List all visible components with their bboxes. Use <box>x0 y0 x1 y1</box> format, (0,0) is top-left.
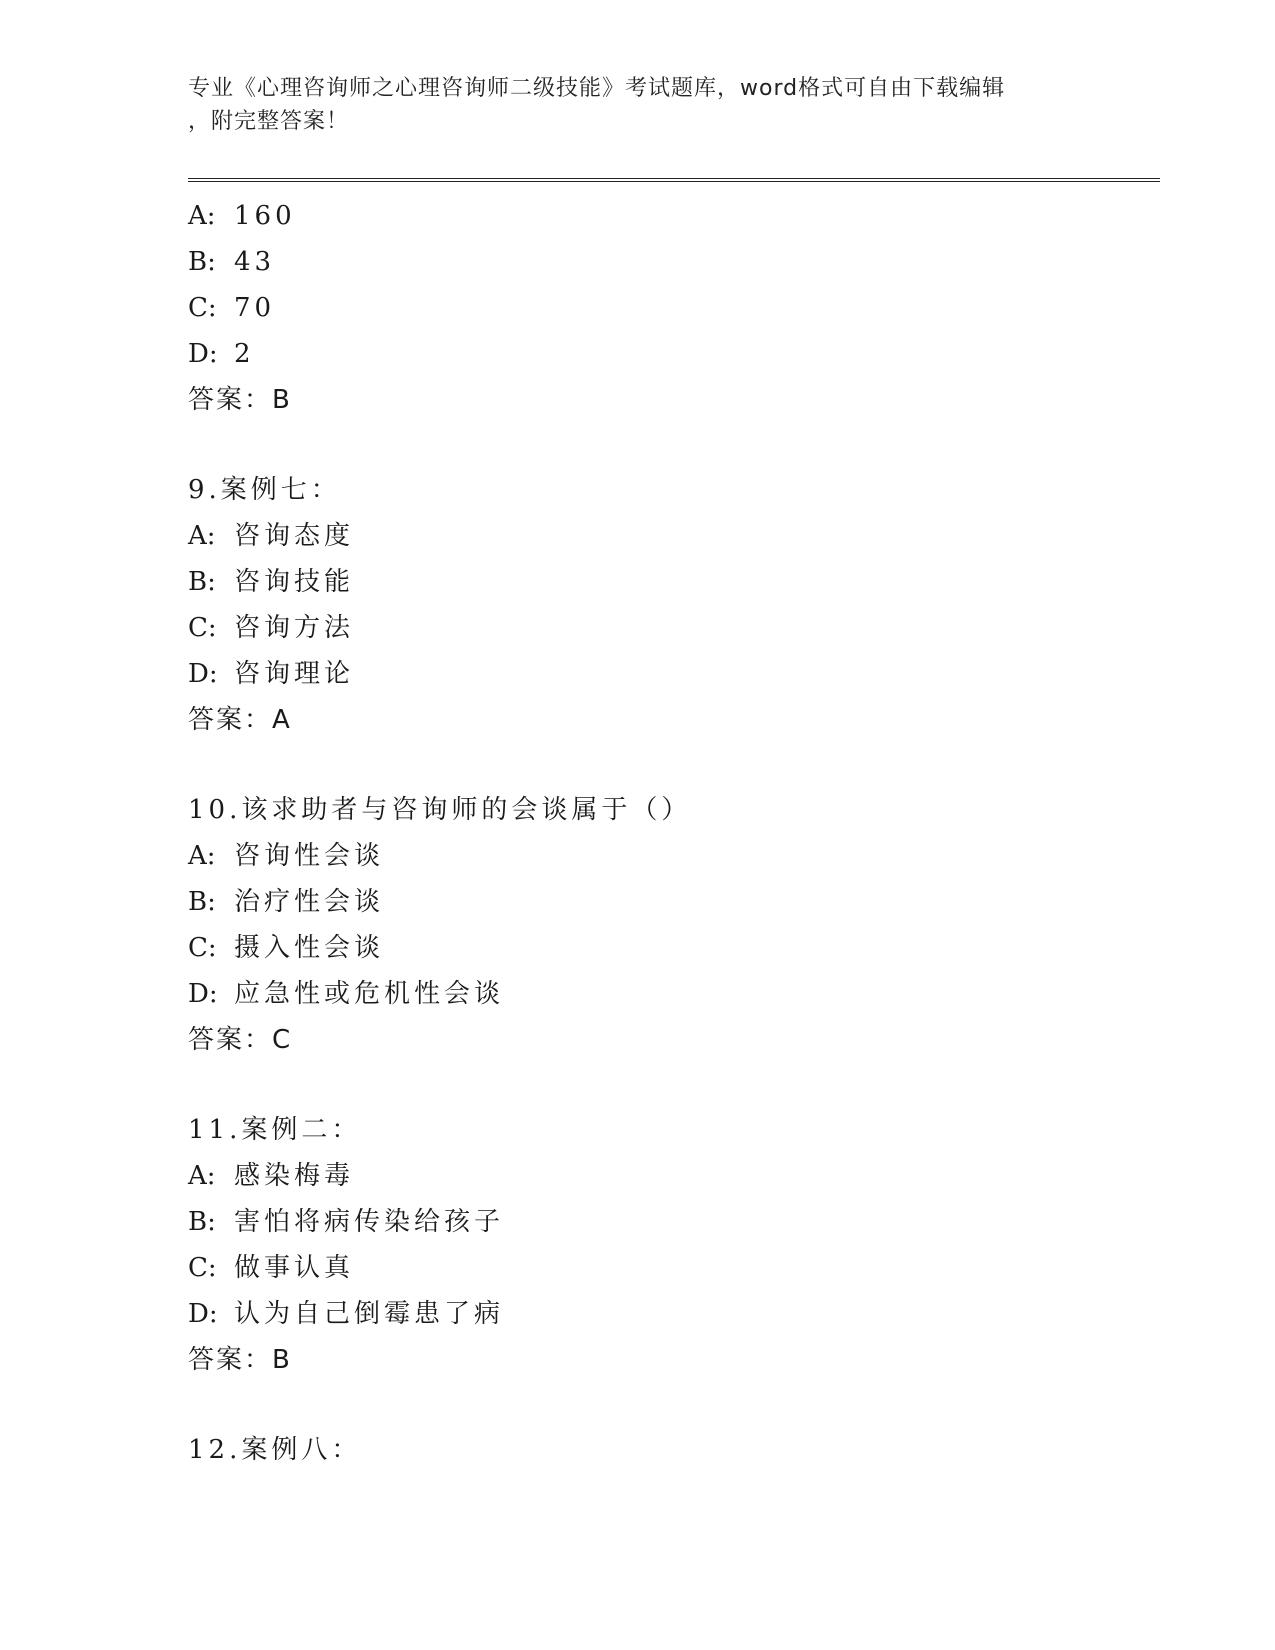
option-d: D: 应急性或危机性会谈 <box>188 979 505 1009</box>
question-block-12 <box>188 1427 1160 1473</box>
question-text: 9.案例七： <box>188 475 341 505</box>
option-c: C: 咨询方法 <box>188 613 355 643</box>
question-block-10 <box>188 787 1160 1063</box>
answer-line: 答案：B <box>188 1345 292 1375</box>
question-list <box>188 193 1160 1473</box>
answer-line: 答案：A <box>188 705 292 735</box>
option-b: B: 害怕将病传染给孩子 <box>188 1207 505 1237</box>
answer-line: 答案：B <box>188 385 292 415</box>
option-d: D: 咨询理论 <box>188 659 355 689</box>
option-c: C: 70 <box>188 293 276 323</box>
header-title-line-2: ，附完整答案！ <box>188 109 350 134</box>
option-b: B: 治疗性会谈 <box>188 887 385 917</box>
option-c: C: 做事认真 <box>188 1253 355 1283</box>
question-block-9 <box>188 467 1160 743</box>
document-header <box>188 72 1088 138</box>
question-block-11 <box>188 1107 1160 1383</box>
option-a: A: 160 <box>188 201 296 231</box>
header-divider <box>188 178 1160 182</box>
option-a: A: 咨询态度 <box>188 521 355 551</box>
option-a: A: 感染梅毒 <box>188 1161 355 1191</box>
header-title-line-1: 专业《心理咨询师之心理咨询师二级技能》考试题库，word格式可自由下载编辑 <box>188 76 1006 101</box>
answer-line: 答案：C <box>188 1025 293 1055</box>
option-c: C: 摄入性会谈 <box>188 933 385 963</box>
question-text: 11.案例二： <box>188 1115 362 1145</box>
option-d: D: 2 <box>188 339 255 369</box>
option-b: B: 43 <box>188 247 276 277</box>
option-d: D: 认为自己倒霉患了病 <box>188 1299 505 1329</box>
question-text: 10.该求助者与咨询师的会谈属于（） <box>188 795 692 825</box>
option-b: B: 咨询技能 <box>188 567 355 597</box>
question-text: 12.案例八： <box>188 1435 362 1465</box>
question-block-8 <box>188 193 1160 423</box>
option-a: A: 咨询性会谈 <box>188 841 385 871</box>
